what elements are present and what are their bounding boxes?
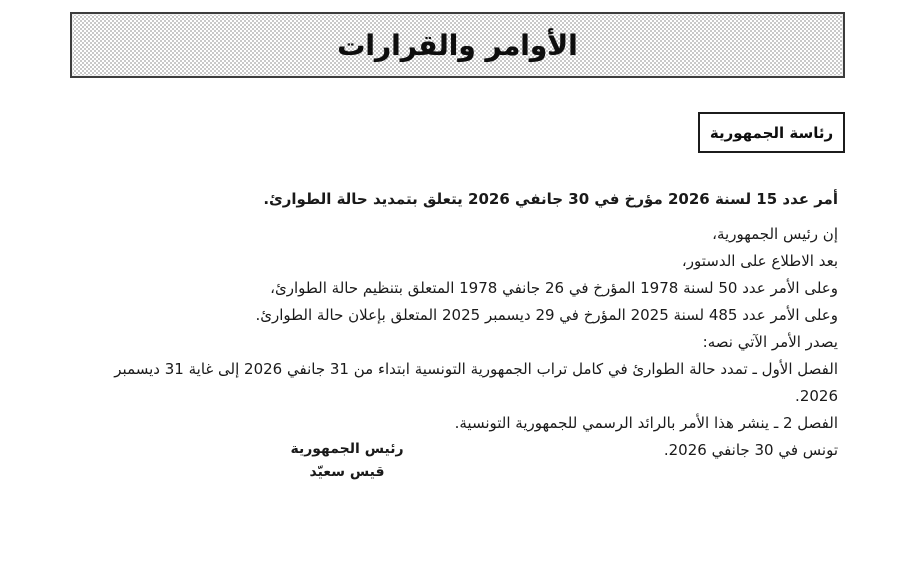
issuer-label: رئاسة الجمهورية [709, 123, 834, 142]
decree-line-constitution: بعد الاطلاع على الدستور، [681, 252, 838, 270]
decree-line-preamble-president: إن رئيس الجمهورية، [712, 225, 838, 243]
signature-name: قيس سعيّد [309, 464, 385, 480]
signature-block [247, 438, 447, 484]
decree-line-decree-1978: وعلى الأمر عدد 50 لسنة 1978 المؤرخ في 26 جانفي 1978 المتعلق بتنظيم حالة الطوارئ، [270, 279, 838, 297]
decree-line-article-1: الفصل الأول ـ تمدد حالة الطوارئ في كامل تراب الجمهورية التونسية ابتداء من 31 جانفي 2026 إلى غاية 31 ديسمبر 2026. [114, 360, 838, 405]
banner-title: الأوامر والقرارات [337, 28, 578, 62]
decree-body [95, 186, 838, 464]
decree-line-article-2: الفصل 2 ـ ينشر هذا الأمر بالرائد الرسمي للجمهورية التونسية. [454, 414, 838, 432]
decree-line-place-date: تونس في 30 جانفي 2026. [663, 441, 838, 459]
decree-line-enactment: يصدر الأمر الآتي نصه: [702, 333, 838, 351]
signature-title: رئيس الجمهورية [290, 441, 404, 457]
orders-decisions-banner [70, 12, 845, 78]
decree-title: أمر عدد 15 لسنة 2026 مؤرخ في 30 جانفي 2026 يتعلق بتمديد حالة الطوارئ. [263, 190, 838, 208]
decree-line-decree-2025: وعلى الأمر عدد 485 لسنة 2025 المؤرخ في 29 ديسمبر 2025 المتعلق بإعلان حالة الطوارئ. [255, 306, 838, 324]
issuer-box [698, 112, 845, 153]
